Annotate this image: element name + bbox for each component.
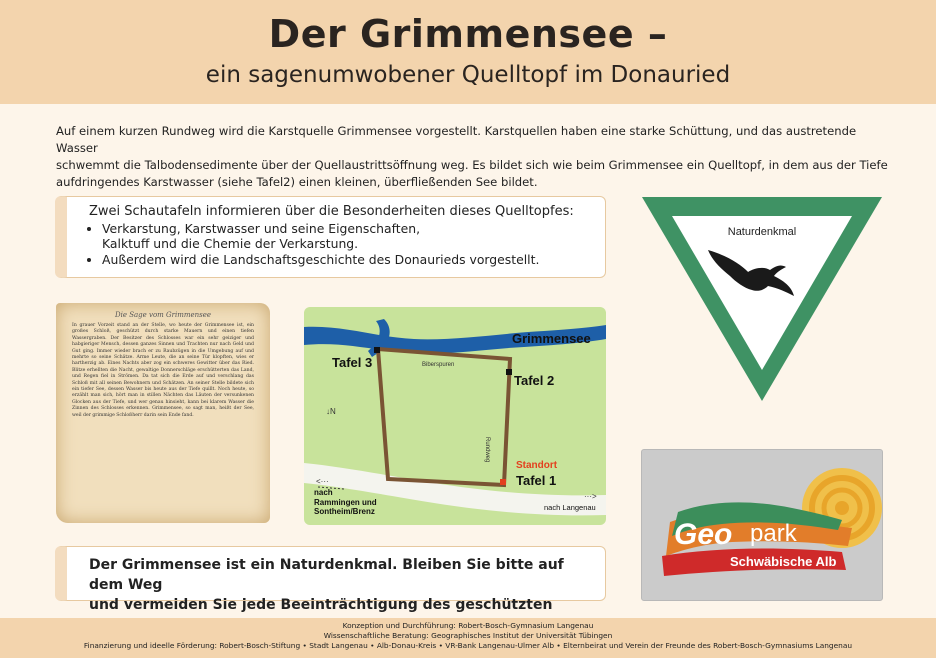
footer <box>0 618 936 658</box>
list-item: • Außerdem wird die Landschaftsgeschichte des Donaurieds vorgestellt. <box>102 252 595 268</box>
info-box-heading: Zwei Schautafeln informieren über die Besonderheiten dieses Quelltopfes: <box>89 204 574 219</box>
notice-line: und vermeiden Sie jede Beeinträchtigung des geschützten <box>89 597 553 613</box>
road-right-label: nach Langenau <box>544 503 596 512</box>
naturdenkmal-sign <box>640 194 884 404</box>
road-right-arrow: ···> <box>584 492 597 501</box>
geopark-logo-panel <box>641 449 883 601</box>
site-map <box>304 307 606 525</box>
footer-line: Konzeption und Durchführung: Robert-Bosch-Gymnasium Langenau <box>342 621 594 630</box>
info-box-list <box>89 221 595 268</box>
intro-line: Auf einem kurzen Rundweg wird die Karstquelle Grimmensee vorgestellt. Karstquellen haben eine starke Schüttung, und das austretende Wasser <box>56 124 857 155</box>
parchment-text: In grauer Vorzeit stand an der Stelle, wo heute der Grimmensee ist, ein großes Schloß, geschützt durch starke Mauern und einen tiefen Wassergraben. Der Besitzer des Schlosses war ein sehr geiziger und habgieriger Mensch, dessen ganzes Sinnen und Trachten nur nach Geld und Gut ging. Immer wieder brach er zu Raubzügen in die Umgebung auf und mehrte so seine Schätze. Arme Leute, die an seine Tür klopften, wies er hartherzig ab. Eines Nachts aber zog ein schweres Gewitter über das Ried. Blitze erhellten die Nacht, gewaltige Donnerschläge erschütterten das Land, und Regen fiel in Strömen. Da tat sich die Erde auf und verschlang das Schloß mit all seinen Bewohnern und Schätzen. An seiner Stelle bildete sich ein tiefer See, dessen Wasser bis heute aus der Tiefe quillt. Noch heute, so erzählt man sich, hört man in stillen Nächten das Läuten der versunkenen Glocken aus der Tiefe, und wer genau hinsieht, kann bei klarem Wasser die Zinnen des Schlosses erkennen. Grimmensee, so sagt man, heißt der See, weil der grimmige Schloßherr darin sein Ende fand. <box>72 323 254 418</box>
map-lake-label: Grimmensee <box>512 331 591 346</box>
road-left-label: nach Rammingen und Sontheim/Brenz <box>314 488 377 516</box>
tafel3-marker <box>374 347 380 353</box>
intro-line: aufdringendes Karstwasser (siehe Tafel2) einen kleinen, überfließenden See bildet. <box>56 175 538 189</box>
page-title: Der Grimmensee – <box>268 12 668 56</box>
north-indicator: ↓N <box>326 407 336 416</box>
map-standort-label: Standort <box>516 460 558 471</box>
parchment-title: Die Sage vom Grimmensee <box>114 311 212 319</box>
info-box <box>55 196 606 278</box>
intro-line: schwemmt die Talbodensedimente über der Quellaustrittsöffnung weg. Es bildet sich wie beim Grimmensee ein Quelltopf, in dem aus der Tiefe <box>56 158 888 172</box>
legend-parchment <box>56 303 270 523</box>
intro-text <box>56 123 890 191</box>
map-tafel1-label: Tafel 1 <box>516 473 557 488</box>
footer-line: Finanzierung und ideelle Förderung: Robert-Bosch-Stiftung • Stadt Langenau • Alb-Donau-Kreis • VR-Bank Langenau-Ulmer Alb • Elternbeirat und Verein der Freunde des Robert-Bosch-Gymnasiums Langenau <box>83 641 853 650</box>
page-subtitle: ein sagenumwobener Quelltopf im Donauried <box>205 62 731 88</box>
map-rundweg-label: Rundweg <box>484 437 490 463</box>
footer-line: Wissenschaftliche Beratung: Geographisches Institut der Universität Tübingen <box>323 631 613 640</box>
geopark-logo-geo: Geo <box>674 518 733 551</box>
header-banner <box>0 0 936 104</box>
rundweg-path <box>378 349 510 485</box>
notice-line: Der Grimmensee ist ein Naturdenkmal. Bleiben Sie bitte auf dem Weg <box>89 557 564 593</box>
tafel2-marker <box>506 369 512 375</box>
map-tafel3-label: Tafel 3 <box>332 355 373 370</box>
geopark-logo-park: park <box>750 520 797 547</box>
list-item: • Verkarstung, Karstwasser und seine Eigenschaften, Kalktuff und die Chemie der Verkarstung. <box>102 221 595 252</box>
geopark-logo-region: Schwäbische Alb <box>730 554 837 569</box>
sign-label: Naturdenkmal <box>727 226 797 238</box>
map-biberspuren-label: Biberspuren <box>422 362 455 368</box>
standort-marker <box>500 479 506 485</box>
map-tafel2-label: Tafel 2 <box>514 373 555 388</box>
road-left-arrow: <··· <box>316 477 329 486</box>
notice-box <box>55 546 606 613</box>
